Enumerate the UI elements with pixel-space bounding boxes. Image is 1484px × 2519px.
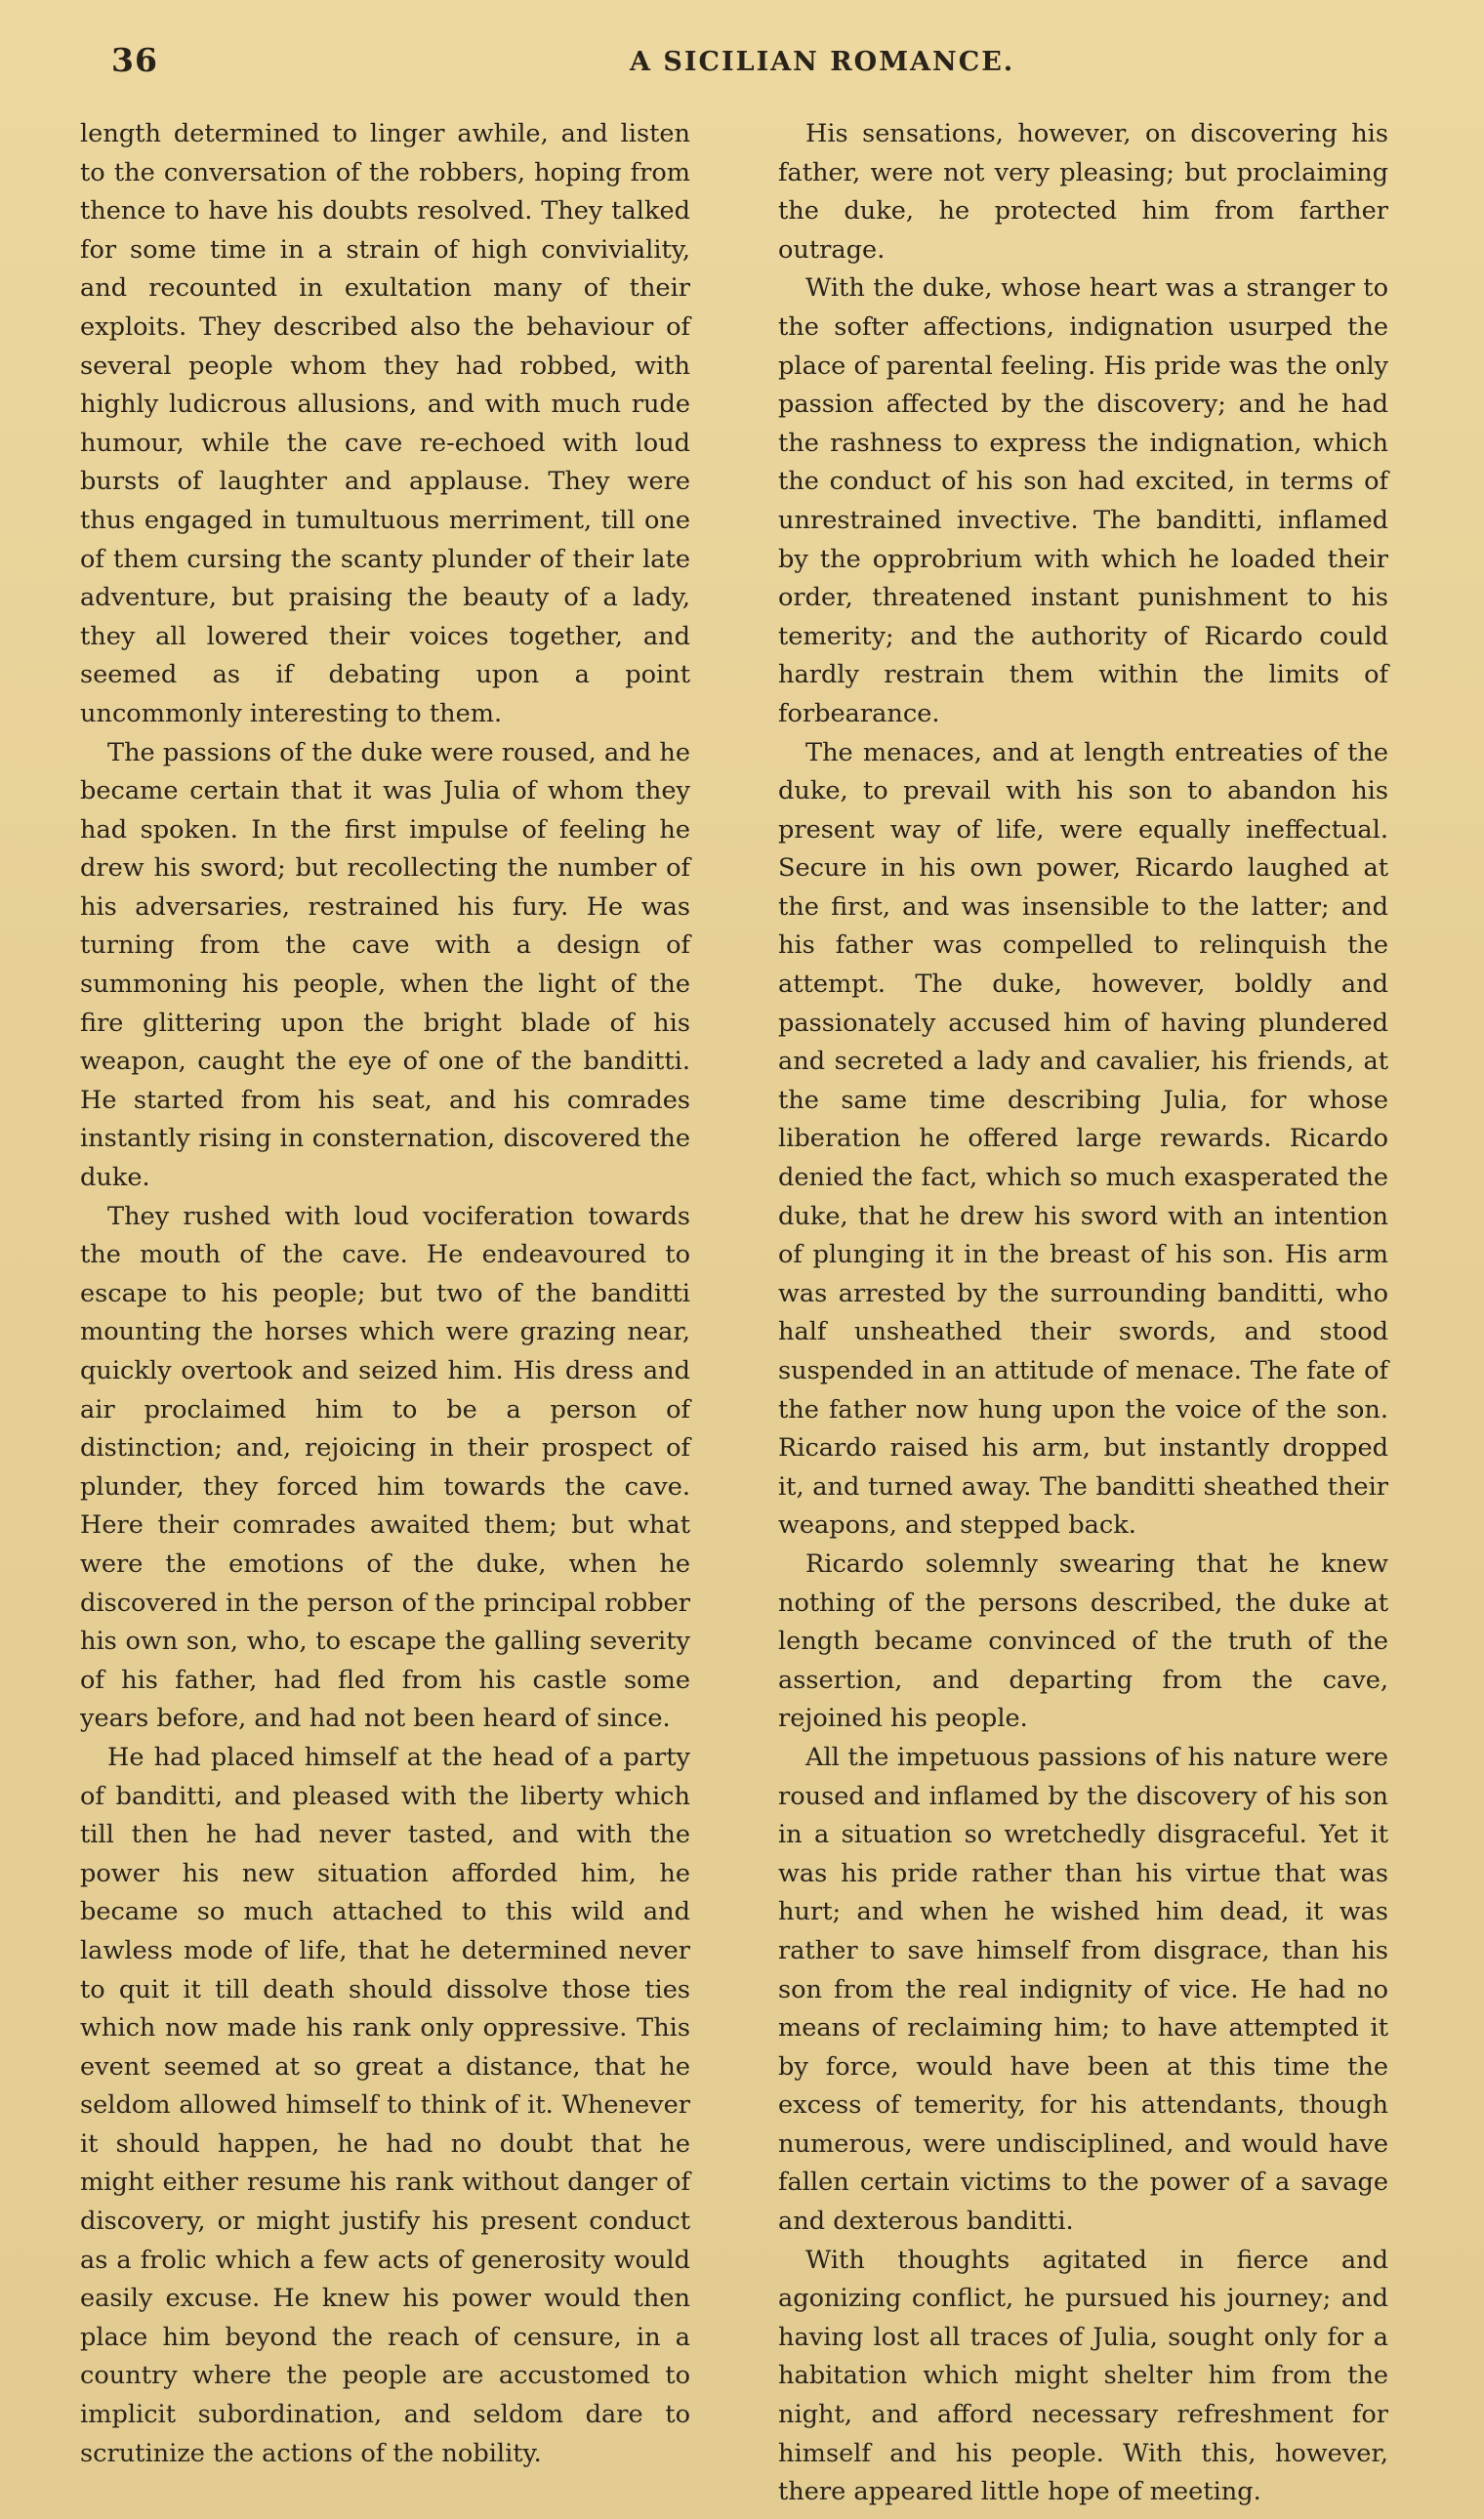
paragraph: With thoughts agitated in fierce and agonizing conflict, he pursued his journey; and having lost all traces of Julia, sought only for a habitation which might shelter him from the night, and afford necessary refreshment for himself and his people. With this, however, there appeared little hope of meeting.	[778, 2245, 1388, 2507]
paragraph: The menaces, and at length entreaties of the duke, to prevail with his son to abandon his present way of life, were equally ineffectual. Secure in his own power, Ricardo laughed at the first, and was insensible to the latter; and his father was compelled to relinquish the attempt. The duke, however, boldly and passionately accused him of having plundered and secreted a lady and cavalier, his friends, at the same time describing Julia, for whose liberation he offered large rewards. Ricardo denied the fact, which so much exasperated the duke, that he drew his sword with an intention of plunging it in the breast of his son. His arm was arrested by the surrounding banditti, who half unsheathed their swords, and stood suspended in an attitude of menace. The fate of the father now hung upon the voice of the son. Ricardo raised his arm, but instantly dropped it, and turned away. The banditti sheathed their weapons, and stepped back.	[778, 737, 1388, 1541]
paragraph: All the impetuous passions of his nature were roused and inflamed by the discovery of his son in a situation so wretchedly disgraceful. Yet it was his pride rather than his virtue that was hurt; and when he wished him dead, it was rather to save himself from disgrace, than his son from the real indignity of vice. He had no means of reclaiming him; to have attempted it by force, would have been at this time the excess of temerity, for his attendants, though numerous, were undisciplined, and would have fallen certain victims to the power of a savage and dexterous banditti.	[778, 1742, 1388, 2237]
paragraph: With the duke, whose heart was a stranger to the softer affections, indignation usurped the place of parental feeling. His pride was the only passion affected by the discovery; and he had the rashness to express the indignation, which the conduct of his son had excited, in terms of unrestrained invective. The banditti, inflamed by the opprobrium with which he loaded their order, threatened instant punishment to his temerity; and the authority of Ricardo could hardly restrain them within the limits of forbearance.	[778, 273, 1388, 728]
left-column	[80, 115, 690, 2473]
page-header	[98, 41, 1425, 90]
page-number: 36	[111, 41, 158, 79]
paragraph: The passions of the duke were roused, and he became certain that it was Julia of whom they had spoken. In the first impulse of feeling he drew his sword; but recollecting the number of his adversaries, restrained his fury. He was turning from the cave with a design of summoning his people, when the light of the fire glittering upon the bright blade of his weapon, caught the eye of one of the banditti. He started from his seat, and his comrades instantly rising in consternation, discovered the duke.	[80, 737, 690, 1193]
paragraph: He had placed himself at the head of a party of banditti, and pleased with the liberty which till then he had never tasted, and with the power his new situation afforded him, he became so much attached to this wild and lawless mode of life, that he determined never to quit it till death should dissolve those ties which now made his rank only oppressive. This event seemed at so great a distance, that he seldom allowed himself to think of it. Whenever it should happen, he had no doubt that he might either resume his rank without danger of discovery, or might justify his present conduct as a frolic which a few acts of generosity would easily excuse. He knew his power would then place him beyond the reach of censure, in a country where the people are accustomed to implicit subordination, and seldom dare to scrutinize the actions of the nobility.	[80, 1742, 690, 2468]
paragraph: length determined to linger awhile, and listen to the conversation of the robbers, hoping from thence to have his doubts resolved. They talked for some time in a strain of high conviviality, and recounted in exultation many of their exploits. They described also the behaviour of several people whom they had robbed, with highly ludicrous allusions, and with much rude humour, while the cave re-echoed with loud bursts of laughter and applause. They were thus engaged in tumultuous merriment, till one of them cursing the scanty plunder of their late adventure, but praising the beauty of a lady, they all lowered their voices together, and seemed as if debating upon a point uncommonly interesting to them.	[80, 119, 690, 728]
paragraph: Ricardo solemnly swearing that he knew nothing of the persons described, the duke at length became convinced of the truth of the assertion, and departing from the cave, rejoined his people.	[778, 1549, 1388, 1734]
running-title: A SICILIAN ROMANCE.	[630, 47, 1015, 77]
right-column	[778, 115, 1388, 2512]
paragraph: They rushed with loud vociferation towards the mouth of the cave. He endeavoured to escape to his people; but two of the banditti mounting the horses which were grazing near, quickly overtook and seized him. His dress and air proclaimed him to be a person of distinction; and, rejoicing in their prospect of plunder, they forced him towards the cave. Here their comrades awaited them; but what were the emotions of the duke, when he discovered in the person of the principal robber his own son, who, to escape the galling severity of his father, had fled from his castle some years before, and had not been heard of since.	[80, 1201, 690, 1734]
paragraph: His sensations, however, on discovering his father, were not very pleasing; but proclaiming the duke, he protected him from farther outrage.	[778, 119, 1388, 265]
